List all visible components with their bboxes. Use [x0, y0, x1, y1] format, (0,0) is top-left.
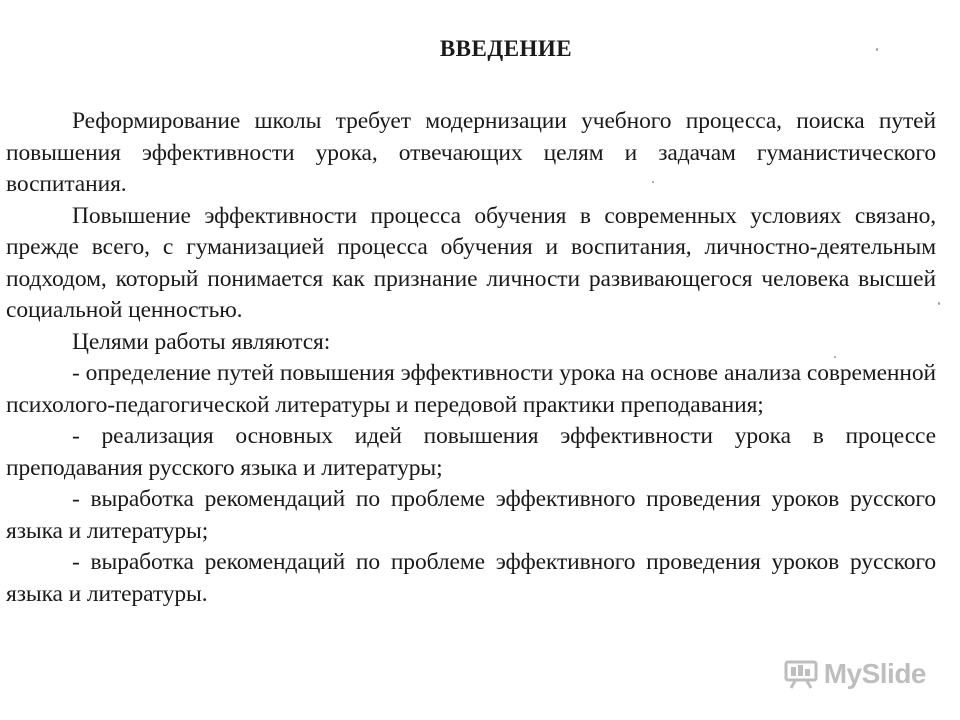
scan-speck [938, 302, 940, 305]
goal-item-3: - выработка рекомендаций по проблеме эффективного проведения уроков русского языка и литературы; [6, 486, 936, 544]
watermark [784, 658, 926, 690]
scan-speck [652, 181, 654, 183]
goal-item-1: - определение путей повышения эффективности урока на основе анализа современной психолого-педагогической литературы и передовой практики преподавания; [6, 360, 936, 418]
document-page [6, 32, 936, 610]
scan-speck [876, 48, 878, 51]
page-title: ВВЕДЕНИЕ [439, 36, 573, 61]
goal-item-2: - реализация основных идей повышения эффективности урока в процессе преподавания русского языка и литературы; [6, 423, 936, 481]
myslide-logo-icon [784, 659, 818, 689]
paragraph-goals-heading: Целями работы являются: [72, 328, 331, 355]
watermark-text: MySlide [823, 658, 926, 689]
goal-item-4: - выработка рекомендаций по проблеме эффективного проведения уроков русского языка и литературы. [6, 549, 936, 607]
paragraph-intro: Реформирование школы требует модернизации учебного процесса, поиска путей повышения эффективности урока, отвечающих целям и задачам гуманистического воспитания. [6, 108, 936, 197]
scan-speck [834, 356, 836, 358]
paragraph-efficiency: Повышение эффективности процесса обучения в современных условиях связано, прежде всего, с гуманизацией процесса обучения и воспитания, личностно-деятельным подходом, который понимается как признание личности развивающегося человека высшей социальной ценностью. [6, 202, 936, 323]
